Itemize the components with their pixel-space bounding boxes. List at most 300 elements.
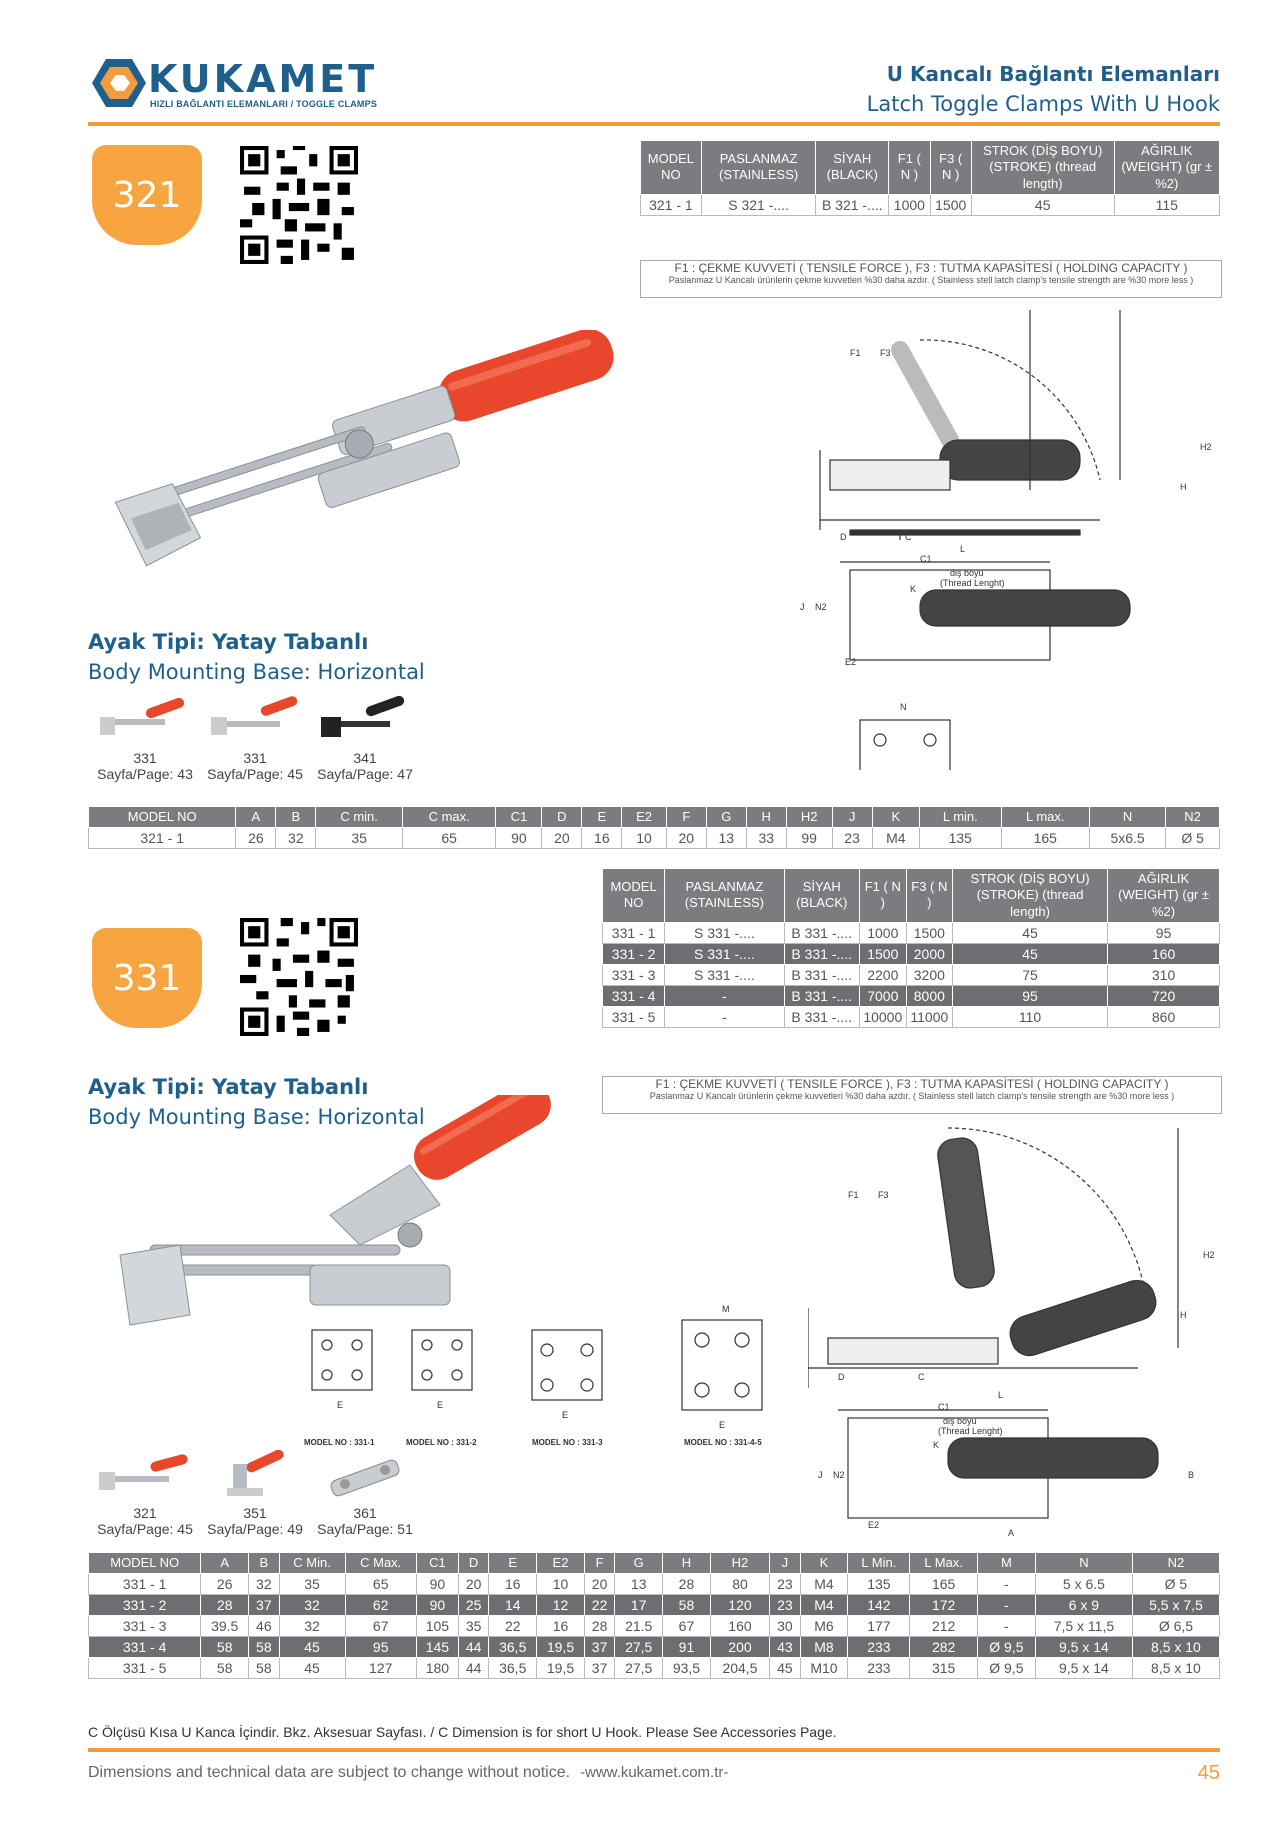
table-cell: 65 <box>345 1574 416 1595</box>
table-row <box>89 1658 1220 1679</box>
table-cell: 58 <box>249 1658 279 1679</box>
label-a: A <box>1008 1528 1015 1538</box>
table-cell: B 321 -.... <box>816 194 889 215</box>
label-h: H <box>1180 1310 1187 1320</box>
table-cell: 45 <box>952 922 1107 943</box>
table-cell: 37 <box>249 1595 279 1616</box>
table-header: C Max. <box>345 1553 416 1574</box>
table-cell: 282 <box>910 1637 977 1658</box>
base-plate-variants <box>282 1300 782 1450</box>
table-cell: 720 <box>1108 985 1220 1006</box>
table-cell: B 331 -.... <box>784 985 859 1006</box>
mounting-type-tr-321: Ayak Tipi: Yatay Tabanlı <box>88 630 369 654</box>
table-header: SİYAH (BLACK) <box>784 869 859 923</box>
table-cell: M4 <box>800 1574 848 1595</box>
table-cell: 58 <box>201 1658 249 1679</box>
table-cell: 23 <box>770 1595 800 1616</box>
table-cell: 10 <box>537 1574 585 1595</box>
table-cell: - <box>977 1574 1035 1595</box>
table-cell: 315 <box>910 1658 977 1679</box>
table-header: E2 <box>622 807 667 828</box>
label-thread-en: (Thread Lenght) <box>940 578 1005 588</box>
table-cell: 5,5 x 7,5 <box>1132 1595 1219 1616</box>
table-cell: - <box>977 1595 1035 1616</box>
related-product-link[interactable] <box>95 695 195 782</box>
table-cell: M6 <box>800 1616 848 1637</box>
table-cell: 22 <box>584 1595 614 1616</box>
label-n2: N2 <box>815 602 827 612</box>
table-cell: 2000 <box>906 943 952 964</box>
table-header: MODEL NO <box>89 1553 201 1574</box>
related-products-331 <box>95 1450 425 1550</box>
label-c1: C1 <box>938 1402 950 1412</box>
thumb-model: 331 <box>243 750 267 766</box>
table-cell: 27,5 <box>615 1658 663 1679</box>
dimension-table-331 <box>88 1552 1220 1679</box>
table-cell: S 331 -.... <box>665 922 784 943</box>
table-header: D <box>458 1553 488 1574</box>
label-m: M <box>722 1304 730 1314</box>
table-cell: 44 <box>458 1637 488 1658</box>
force-note-331 <box>602 1076 1222 1114</box>
table-cell: - <box>665 985 784 1006</box>
table-header: C max. <box>402 807 496 828</box>
table-header: B <box>249 1553 279 1574</box>
table-cell: 45 <box>279 1637 345 1658</box>
table-cell: 331 - 4 <box>603 985 665 1006</box>
brand-name: KUKAMET <box>148 57 378 101</box>
label-e: E <box>337 1400 344 1410</box>
table-cell: 120 <box>710 1595 769 1616</box>
label-d: D <box>840 532 847 542</box>
table-cell: 5 x 6.5 <box>1035 1574 1132 1595</box>
table-header: N2 <box>1166 807 1220 828</box>
table-cell: 80 <box>710 1574 769 1595</box>
model-label-331-4-5: MODEL NO : 331-4-5 <box>684 1438 762 1447</box>
label-k: K <box>910 584 917 594</box>
brand-tagline: HIZLI BAĞLANTI ELEMANLARI / TOGGLE CLAMPS <box>150 99 378 109</box>
table-cell: 16 <box>489 1574 537 1595</box>
thumb-page: Sayfa/Page: 43 <box>97 766 193 782</box>
table-row <box>603 943 1220 964</box>
table-header: N <box>1089 807 1165 828</box>
table-cell: 21.5 <box>615 1616 663 1637</box>
table-header: STROK (DİŞ BOYU) (STROKE) (thread length) <box>952 869 1107 923</box>
table-cell: 331 - 1 <box>89 1574 201 1595</box>
table-cell: 65 <box>402 828 496 849</box>
header-rule <box>88 122 1220 126</box>
table-cell: 321 - 1 <box>89 828 236 849</box>
table-cell: 32 <box>279 1595 345 1616</box>
label-f3: F3 <box>880 348 891 358</box>
table-cell: 331 - 5 <box>89 1658 201 1679</box>
table-cell: 105 <box>416 1616 458 1637</box>
thumb-page: Sayfa/Page: 49 <box>207 1521 303 1537</box>
label-thread: diş boyu <box>943 1416 977 1426</box>
table-cell: 310 <box>1108 964 1220 985</box>
force-note-line1: F1 : ÇEKME KUVVETİ ( TENSILE FORCE ), F3 : TUTMA KAPASİTESİ ( HOLDING CAPACITY ) <box>674 261 1188 275</box>
force-note-line1: F1 : ÇEKME KUVVETİ ( TENSILE FORCE ), F3 : TUTMA KAPASİTESİ ( HOLDING CAPACITY ) <box>655 1077 1169 1091</box>
label-h2: H2 <box>1203 1250 1215 1260</box>
table-header: B <box>276 807 316 828</box>
table-header: G <box>615 1553 663 1574</box>
table-cell: 1500 <box>930 194 971 215</box>
table-cell: 110 <box>952 1006 1107 1027</box>
table-cell: 14 <box>489 1595 537 1616</box>
table-cell: S 331 -.... <box>665 964 784 985</box>
table-cell: 25 <box>458 1595 488 1616</box>
table-cell: 135 <box>920 828 1001 849</box>
table-cell: 36,5 <box>489 1658 537 1679</box>
table-cell: 95 <box>1108 922 1220 943</box>
table-cell: 46 <box>249 1616 279 1637</box>
footer-rule <box>88 1748 1220 1752</box>
logo <box>88 55 378 115</box>
table-cell: 10000 <box>859 1006 906 1027</box>
table-header: F1 ( N ) <box>859 869 906 923</box>
table-cell: 58 <box>663 1595 711 1616</box>
thumb-model: 321 <box>133 1505 157 1521</box>
table-header: K <box>800 1553 848 1574</box>
table-cell: 35 <box>458 1616 488 1637</box>
table-header: H2 <box>710 1553 769 1574</box>
table-cell: Ø 9,5 <box>977 1637 1035 1658</box>
table-cell: 19,5 <box>537 1658 585 1679</box>
table-header: C Min. <box>279 1553 345 1574</box>
page-title-en: Latch Toggle Clamps With U Hook <box>866 92 1220 116</box>
table-cell: 321 - 1 <box>641 194 702 215</box>
table-cell: 172 <box>910 1595 977 1616</box>
table-cell: 20 <box>458 1574 488 1595</box>
table-cell: 19,5 <box>537 1637 585 1658</box>
table-header: N2 <box>1132 1553 1219 1574</box>
table-row <box>89 1595 1220 1616</box>
thumb-clamp-icon <box>205 1450 305 1500</box>
table-cell: - <box>665 1006 784 1027</box>
table-cell: 331 - 5 <box>603 1006 665 1027</box>
table-cell: 17 <box>615 1595 663 1616</box>
qr-code-icon <box>240 146 358 264</box>
table-cell: 5x6.5 <box>1089 828 1165 849</box>
table-cell: Ø 5 <box>1166 828 1220 849</box>
table-cell: 36,5 <box>489 1637 537 1658</box>
table-cell: 331 - 1 <box>603 922 665 943</box>
label-e: E <box>562 1410 569 1420</box>
table-header: AĞIRLIK (WEIGHT) (gr ±%2) <box>1108 869 1220 923</box>
table-cell: 200 <box>710 1637 769 1658</box>
table-cell: 145 <box>416 1637 458 1658</box>
model-label-331-2: MODEL NO : 331-2 <box>406 1438 477 1447</box>
model-label-331-3: MODEL NO : 331-3 <box>532 1438 603 1447</box>
page-title-tr: U Kancalı Bağlantı Elemanları <box>886 62 1220 86</box>
label-c: C <box>918 1372 925 1382</box>
logo-mark-icon <box>88 55 150 113</box>
table-cell: 331 - 3 <box>89 1616 201 1637</box>
page-number: 45 <box>1197 1762 1220 1784</box>
label-l: L <box>998 1390 1004 1400</box>
table-header: A <box>201 1553 249 1574</box>
label-l: L <box>960 544 966 554</box>
mounting-type-tr-331: Ayak Tipi: Yatay Tabanlı <box>88 1075 369 1099</box>
label-thread-en: (Thread Lenght) <box>938 1426 1003 1436</box>
table-cell: M10 <box>800 1658 848 1679</box>
table-header: J <box>832 807 872 828</box>
table-header: L Min. <box>848 1553 910 1574</box>
table-cell: 37 <box>584 1637 614 1658</box>
table-row <box>603 922 1220 943</box>
table-cell: B 331 -.... <box>784 964 859 985</box>
table-header: C1 <box>416 1553 458 1574</box>
label-c: C <box>905 532 912 542</box>
table-cell: 3200 <box>906 964 952 985</box>
table-header: MODEL NO <box>641 141 702 195</box>
table-cell: 1500 <box>906 922 952 943</box>
table-cell: B 331 -.... <box>784 1006 859 1027</box>
product-image-331 <box>110 1095 590 1335</box>
table-cell: 45 <box>952 943 1107 964</box>
table-cell: 10 <box>622 828 667 849</box>
table-row <box>89 1574 1220 1595</box>
table-header: STROK (DİŞ BOYU) (STROKE) (thread length) <box>971 141 1114 195</box>
table-header: SİYAH (BLACK) <box>816 141 889 195</box>
table-cell: 13 <box>615 1574 663 1595</box>
table-cell: 28 <box>663 1574 711 1595</box>
table-cell: 67 <box>663 1616 711 1637</box>
table-cell: 37 <box>584 1658 614 1679</box>
thumb-model: 361 <box>353 1505 377 1521</box>
table-header: L min. <box>920 807 1001 828</box>
table-header: MODEL NO <box>89 807 236 828</box>
table-cell: 45 <box>770 1658 800 1679</box>
table-cell: 58 <box>249 1637 279 1658</box>
label-j: J <box>800 602 805 612</box>
table-header: H2 <box>786 807 832 828</box>
table-cell: 177 <box>848 1616 910 1637</box>
related-product-link[interactable] <box>315 695 415 782</box>
table-cell: 135 <box>848 1574 910 1595</box>
technical-drawing-321 <box>800 300 1240 770</box>
table-row <box>89 1637 1220 1658</box>
mounting-type-en-321: Body Mounting Base: Horizontal <box>88 660 425 684</box>
table-cell: 30 <box>770 1616 800 1637</box>
related-product-link[interactable] <box>205 695 305 782</box>
table-cell: 75 <box>952 964 1107 985</box>
table-cell: 9,5 x 14 <box>1035 1658 1132 1679</box>
table-header: A <box>236 807 276 828</box>
table-cell: S 321 -.... <box>701 194 816 215</box>
table-cell: 8,5 x 10 <box>1132 1658 1219 1679</box>
table-cell: 99 <box>786 828 832 849</box>
table-cell: 233 <box>848 1658 910 1679</box>
dimension-table-321 <box>88 806 1220 849</box>
table-cell: 33 <box>746 828 786 849</box>
table-header: E <box>489 1553 537 1574</box>
table-cell: 62 <box>345 1595 416 1616</box>
table-cell: Ø 9,5 <box>977 1658 1035 1679</box>
table-cell: 23 <box>832 828 872 849</box>
table-cell: 43 <box>770 1637 800 1658</box>
table-header: H <box>663 1553 711 1574</box>
mounting-type-en-331: Body Mounting Base: Horizontal <box>88 1105 425 1129</box>
thumb-clamp-icon <box>315 1450 415 1500</box>
force-note-line2: Paslanmaz U Kancalı ürünlerin çekme kuvvetleri %30 daha azdır. ( Stainless stell latch clamp's tensile strength are %30 more less ) <box>649 1091 1175 1101</box>
table-cell: 28 <box>201 1595 249 1616</box>
label-e2: E2 <box>845 657 857 667</box>
table-cell: 16 <box>582 828 622 849</box>
thumb-clamp-icon <box>95 1450 195 1500</box>
table-cell: 7000 <box>859 985 906 1006</box>
table-header: L max. <box>1001 807 1089 828</box>
label-c1: C1 <box>920 554 932 564</box>
table-header: D <box>542 807 582 828</box>
table-header: F3 ( N ) <box>906 869 952 923</box>
label-e2: E2 <box>868 1520 880 1530</box>
table-cell: M4 <box>872 828 920 849</box>
table-header: F1 ( N ) <box>889 141 930 195</box>
table-cell: 90 <box>416 1595 458 1616</box>
table-header: AĞIRLIK (WEIGHT) (gr ±%2) <box>1114 141 1219 195</box>
model-badge-331: 331 <box>92 928 202 1028</box>
table-header: E2 <box>537 1553 585 1574</box>
table-header: K <box>872 807 920 828</box>
label-e: E <box>719 1420 726 1430</box>
table-row <box>89 1616 1220 1637</box>
table-row <box>89 828 1220 849</box>
table-cell: 28 <box>584 1616 614 1637</box>
table-cell: 35 <box>279 1574 345 1595</box>
table-cell: 2200 <box>859 964 906 985</box>
table-cell: 44 <box>458 1658 488 1679</box>
table-cell: 160 <box>1108 943 1220 964</box>
thumb-page: Sayfa/Page: 47 <box>317 766 413 782</box>
table-cell: 180 <box>416 1658 458 1679</box>
table-cell: 95 <box>952 985 1107 1006</box>
model-label-331-1: MODEL NO : 331-1 <box>304 1438 375 1447</box>
table-cell: 13 <box>706 828 746 849</box>
table-row <box>641 194 1220 215</box>
model-badge-321: 321 <box>92 145 202 245</box>
table-cell: 32 <box>279 1616 345 1637</box>
related-products-321 <box>95 695 425 795</box>
table-header: MODEL NO <box>603 869 665 923</box>
table-cell: 233 <box>848 1637 910 1658</box>
table-header: F <box>666 807 706 828</box>
table-row <box>603 964 1220 985</box>
thumb-model: 351 <box>243 1505 267 1521</box>
table-row <box>603 985 1220 1006</box>
table-cell: 1500 <box>859 943 906 964</box>
thumb-page: Sayfa/Page: 51 <box>317 1521 413 1537</box>
label-h2: H2 <box>1200 442 1212 452</box>
table-cell: 331 - 2 <box>603 943 665 964</box>
table-cell: - <box>977 1616 1035 1637</box>
table-cell: S 331 -.... <box>665 943 784 964</box>
table-header: H <box>746 807 786 828</box>
table-cell: 115 <box>1114 194 1219 215</box>
table-cell: 39.5 <box>201 1616 249 1637</box>
label-n: N <box>900 702 907 712</box>
table-cell: 204,5 <box>710 1658 769 1679</box>
table-cell: 35 <box>316 828 403 849</box>
table-cell: 16 <box>537 1616 585 1637</box>
footer-disclaimer: Dimensions and technical data are subject to change without notice. <box>88 1764 571 1781</box>
thumb-page: Sayfa/Page: 45 <box>207 766 303 782</box>
product-image-321 <box>95 330 655 590</box>
thumb-clamp-icon <box>95 695 195 745</box>
label-h: H <box>1180 482 1187 492</box>
label-e: E <box>437 1400 444 1410</box>
table-cell: M8 <box>800 1637 848 1658</box>
thumb-model: 341 <box>353 750 377 766</box>
table-cell: 160 <box>710 1616 769 1637</box>
table-header: G <box>706 807 746 828</box>
table-cell: 32 <box>276 828 316 849</box>
table-cell: 860 <box>1108 1006 1220 1027</box>
table-cell: 45 <box>279 1658 345 1679</box>
table-cell: 27,5 <box>615 1637 663 1658</box>
table-cell: 23 <box>770 1574 800 1595</box>
table-cell: 90 <box>416 1574 458 1595</box>
spec-table-331 <box>602 868 1220 1028</box>
table-header: PASLANMAZ (STAINLESS) <box>665 869 784 923</box>
table-header: M <box>977 1553 1035 1574</box>
label-j: J <box>818 1470 823 1480</box>
table-cell: 6 x 9 <box>1035 1595 1132 1616</box>
label-k: K <box>933 1440 940 1450</box>
footer-url[interactable]: -www.kukamet.com.tr- <box>580 1764 729 1781</box>
table-cell: Ø 5 <box>1132 1574 1219 1595</box>
table-cell: 212 <box>910 1616 977 1637</box>
table-cell: 95 <box>345 1637 416 1658</box>
table-cell: 26 <box>236 828 276 849</box>
table-header: E <box>582 807 622 828</box>
table-cell: 20 <box>584 1574 614 1595</box>
table-header: L Max. <box>910 1553 977 1574</box>
table-header: PASLANMAZ (STAINLESS) <box>701 141 816 195</box>
thumb-model: 331 <box>133 750 157 766</box>
table-cell: 20 <box>666 828 706 849</box>
label-d: D <box>838 1372 845 1382</box>
table-header: F <box>584 1553 614 1574</box>
table-cell: 331 - 2 <box>89 1595 201 1616</box>
label-b: B <box>1188 1470 1195 1480</box>
c-dimension-note: C Ölçüsü Kısa U Kanca İçindir. Bkz. Aksesuar Sayfası. / C Dimension is for short U Hook. Please See Accessories Page. <box>88 1724 837 1740</box>
related-product-link[interactable] <box>315 1450 415 1537</box>
table-cell: 26 <box>201 1574 249 1595</box>
table-row <box>603 1006 1220 1027</box>
label-f3: F3 <box>878 1190 889 1200</box>
related-product-link[interactable] <box>95 1450 195 1537</box>
table-cell: 7,5 x 11,5 <box>1035 1616 1132 1637</box>
table-header: N <box>1035 1553 1132 1574</box>
label-thread: diş boyu <box>950 568 984 578</box>
table-cell: 58 <box>201 1637 249 1658</box>
table-cell: 165 <box>1001 828 1089 849</box>
force-note-321 <box>640 260 1222 298</box>
table-cell: 91 <box>663 1637 711 1658</box>
thumb-clamp-icon <box>205 695 305 745</box>
label-f1: F1 <box>848 1190 859 1200</box>
table-cell: M4 <box>800 1595 848 1616</box>
qr-code-icon <box>240 918 358 1036</box>
related-product-link[interactable] <box>205 1450 305 1537</box>
table-cell: 93,5 <box>663 1658 711 1679</box>
table-cell: 11000 <box>906 1006 952 1027</box>
thumb-page: Sayfa/Page: 45 <box>97 1521 193 1537</box>
table-cell: 22 <box>489 1616 537 1637</box>
table-header: F3 ( N ) <box>930 141 971 195</box>
table-cell: 165 <box>910 1574 977 1595</box>
